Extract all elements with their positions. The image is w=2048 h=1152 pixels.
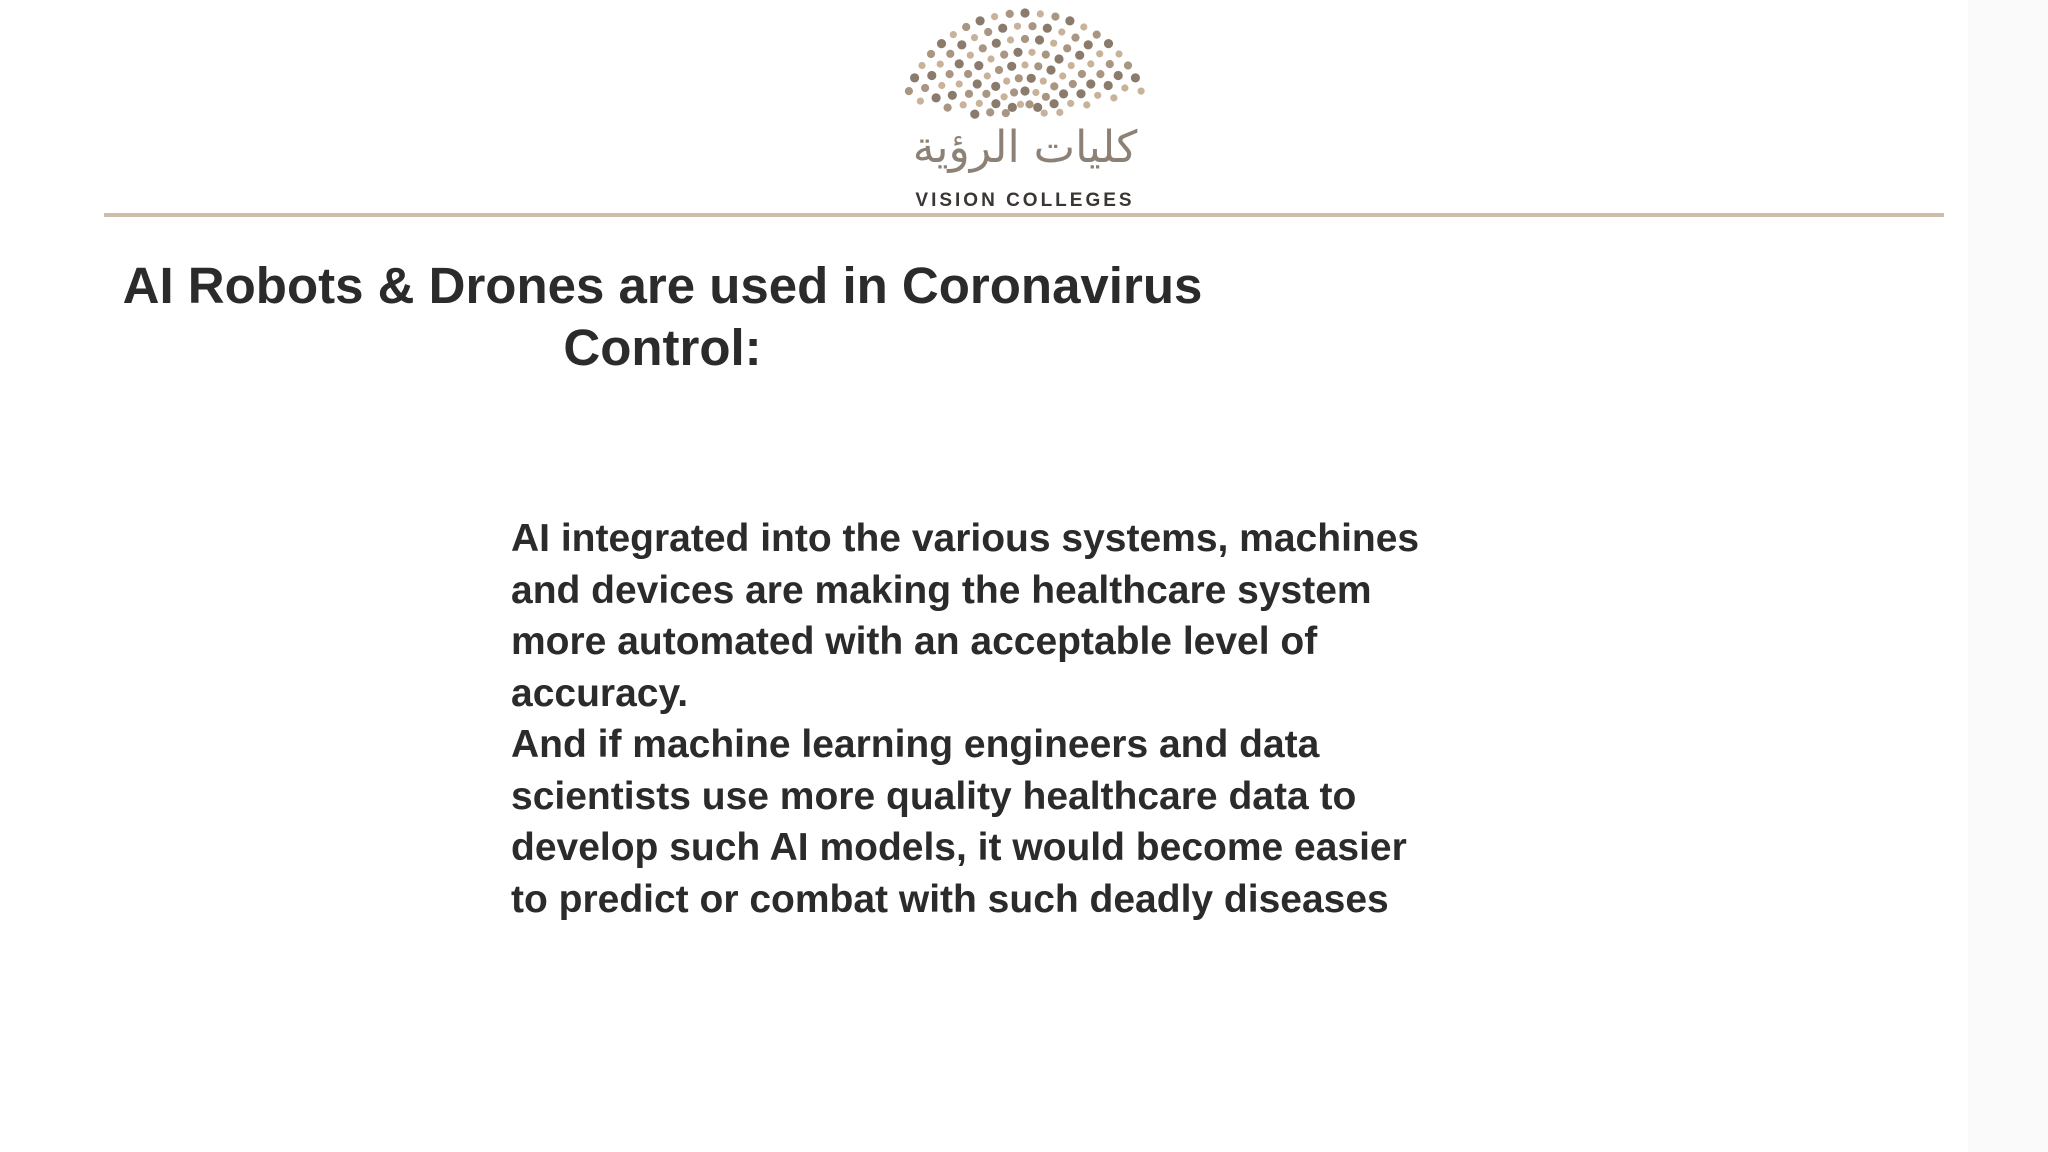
logo-dot bbox=[1069, 80, 1077, 88]
logo-dot bbox=[979, 44, 987, 52]
logo-dot bbox=[1068, 62, 1075, 69]
logo-dot bbox=[921, 84, 929, 92]
logo-dot bbox=[965, 90, 973, 98]
logo-dot bbox=[992, 39, 1001, 48]
logo-dot bbox=[1115, 50, 1122, 57]
logo-dot bbox=[1040, 78, 1047, 85]
logo-dot bbox=[976, 100, 983, 107]
logo-dot bbox=[937, 61, 944, 68]
header-divider bbox=[104, 213, 1944, 217]
logo-dot bbox=[1080, 23, 1087, 30]
logo-dot bbox=[938, 82, 945, 89]
logo-dot bbox=[932, 93, 941, 102]
logo-dot bbox=[1046, 65, 1055, 74]
logo-dot bbox=[1042, 51, 1050, 59]
logo-dot bbox=[1008, 103, 1017, 112]
logo-dot bbox=[1059, 72, 1066, 79]
logo-dot bbox=[1059, 89, 1068, 98]
logo-dot bbox=[1001, 93, 1008, 100]
logo-dot bbox=[950, 31, 957, 38]
slide-title: AI Robots & Drones are used in Coronavirus Control: bbox=[122, 257, 1203, 376]
logo-dot bbox=[1041, 110, 1048, 117]
logo-dot bbox=[1027, 74, 1036, 83]
logo-dot bbox=[1028, 22, 1036, 30]
logo-dot bbox=[1006, 10, 1014, 18]
logo-dot bbox=[1083, 101, 1090, 108]
logo-dot bbox=[1017, 101, 1024, 108]
logo-dot bbox=[957, 40, 966, 49]
logo-dot-cluster-icon bbox=[880, 8, 1170, 128]
logo-dot bbox=[1087, 60, 1094, 67]
logo-dot bbox=[1035, 35, 1044, 44]
logo-dot bbox=[944, 104, 952, 112]
logo-dot bbox=[984, 28, 992, 36]
logo-dot bbox=[1028, 49, 1035, 56]
logo-dot bbox=[1043, 24, 1052, 33]
logo-dot bbox=[1021, 61, 1028, 68]
logo-dot bbox=[1020, 86, 1029, 95]
logo-dot bbox=[1050, 40, 1057, 47]
logo-dot bbox=[1007, 36, 1014, 43]
logo-dot bbox=[1065, 16, 1074, 25]
logo-dot bbox=[1013, 48, 1022, 57]
logo-dot bbox=[991, 13, 998, 20]
logo-dot bbox=[1050, 99, 1059, 108]
logo-dot bbox=[937, 39, 946, 48]
logo-dot bbox=[1025, 100, 1033, 108]
logo-dot bbox=[1042, 93, 1050, 101]
logo-dot bbox=[1086, 79, 1095, 88]
logo-dot bbox=[917, 98, 924, 105]
logo-dot bbox=[998, 24, 1007, 33]
logo-dot bbox=[1071, 34, 1079, 42]
logo-dot bbox=[1093, 31, 1101, 39]
logo-dot bbox=[1021, 35, 1029, 43]
logo-dot bbox=[1063, 44, 1071, 52]
logo-dot bbox=[976, 16, 985, 25]
logo-dot bbox=[946, 70, 954, 78]
logo-dot bbox=[995, 66, 1003, 74]
logo-dot bbox=[927, 50, 935, 58]
logo-dot bbox=[984, 72, 991, 79]
logo-dot bbox=[910, 73, 919, 82]
logo-dot bbox=[986, 108, 994, 116]
logo-dot bbox=[1084, 40, 1093, 49]
logo-dot bbox=[1106, 60, 1114, 68]
logo-dot bbox=[1050, 82, 1058, 90]
logo-dot bbox=[1067, 100, 1074, 107]
logo-dot bbox=[1034, 62, 1042, 70]
logo-dot bbox=[1032, 89, 1039, 96]
logo-dot bbox=[1096, 70, 1104, 78]
logo-dot bbox=[1078, 70, 1086, 78]
logo-dot bbox=[1124, 61, 1132, 69]
logo-dot bbox=[1033, 103, 1042, 112]
logo-dot bbox=[1014, 23, 1021, 30]
logo-dot bbox=[991, 82, 1000, 91]
logo-dot bbox=[927, 71, 936, 80]
vision-colleges-logo bbox=[880, 8, 1170, 211]
logo-dot bbox=[1076, 89, 1085, 98]
logo-dot bbox=[1003, 78, 1010, 85]
logo-dot bbox=[1096, 50, 1103, 57]
logo-dot bbox=[960, 101, 967, 108]
logo-dot bbox=[1075, 51, 1084, 60]
logo-dot bbox=[962, 23, 970, 31]
logo-dot bbox=[1121, 84, 1128, 91]
logo-dot bbox=[1010, 88, 1018, 96]
logo-dot bbox=[1020, 8, 1029, 17]
logo-dot bbox=[982, 90, 990, 98]
logo-dot bbox=[991, 99, 1000, 108]
logo-dot bbox=[1138, 88, 1145, 95]
logo-latin-text: VISION COLLEGES bbox=[915, 190, 1135, 211]
logo-dot bbox=[1104, 39, 1113, 48]
logo-dot bbox=[1054, 54, 1063, 63]
logo-dot bbox=[1002, 109, 1010, 117]
slide-edge-shade bbox=[1968, 0, 2048, 1152]
logo-dot bbox=[987, 55, 994, 62]
logo-dot bbox=[1131, 73, 1140, 82]
logo-dot bbox=[1015, 74, 1023, 82]
logo-dot bbox=[1110, 94, 1117, 101]
logo-dot bbox=[1056, 109, 1063, 116]
logo-dot bbox=[1007, 62, 1016, 71]
logo-dot bbox=[946, 50, 954, 58]
logo-dot bbox=[1094, 92, 1101, 99]
logo-dot bbox=[1000, 51, 1008, 59]
logo-dot bbox=[955, 59, 964, 68]
logo-dot bbox=[918, 62, 925, 69]
logo-dot bbox=[1037, 10, 1044, 17]
logo-dot bbox=[1114, 71, 1123, 80]
logo-dot bbox=[1058, 28, 1065, 35]
logo-dot bbox=[905, 87, 913, 95]
logo-arabic-text: كليات الرؤية bbox=[912, 122, 1138, 173]
logo-dot bbox=[971, 34, 978, 41]
logo-dot bbox=[1051, 13, 1059, 21]
logo-dot bbox=[973, 79, 982, 88]
logo-dot bbox=[964, 70, 972, 78]
slide-body-text: AI integrated into the various systems, machines and devices are making the healthcare system more automated with an acceptable level of accuracy. And if machine learning engineers and data scientists use more quality healthcare data to develop such AI models, it would become easier to predict or combat with such deadly diseases bbox=[511, 517, 1420, 921]
logo-dot bbox=[948, 91, 957, 100]
logo-dot bbox=[970, 110, 979, 119]
logo-dot bbox=[967, 52, 974, 59]
logo-dot bbox=[956, 80, 963, 87]
logo-dot bbox=[974, 61, 983, 70]
logo-dot bbox=[1104, 81, 1113, 90]
